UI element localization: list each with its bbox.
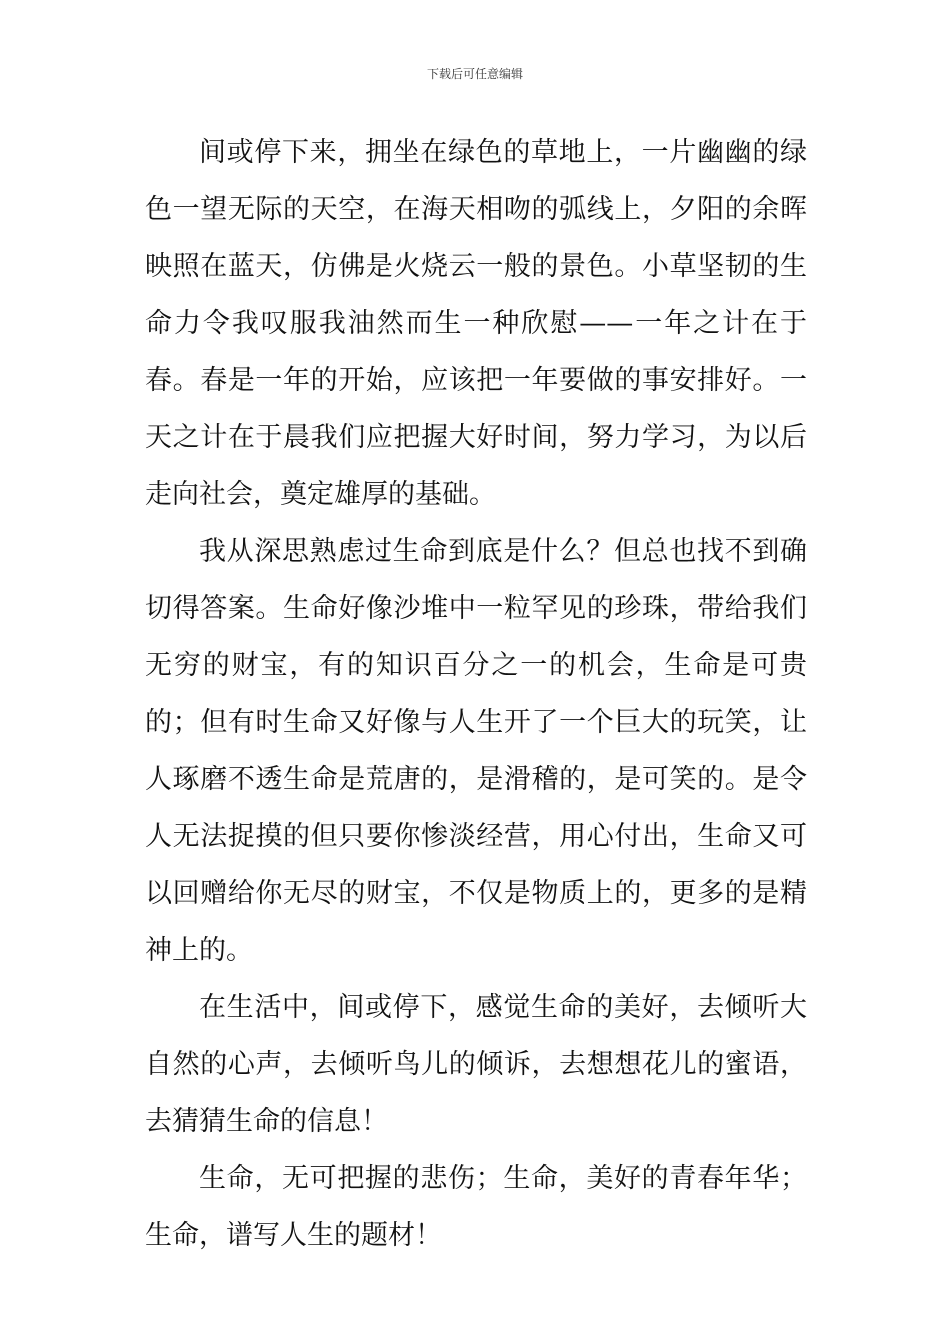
document-body — [145, 124, 807, 1264]
paragraph-2: 我从深思熟虑过生命到底是什么？但总也找不到确切得答案。生命好像沙堆中一粒罕见的珍珠，带给我们无穷的财宝，有的知识百分之一的机会，生命是可贵的；但有时生命又好像与人生开了一个巨大的玩笑，让人琢磨不透生命是荒唐的，是滑稽的，是可笑的。是令人无法捉摸的但只要你惨淡经营，用心付出，生命又可以回赠给你无尽的财宝，不仅是物质上的，更多的是精神上的。 — [145, 536, 807, 966]
paragraph-3: 在生活中，间或停下，感觉生命的美好，去倾听大自然的心声，去倾听鸟儿的倾诉，去想想花儿的蜜语，去猜猜生命的信息！ — [145, 992, 807, 1137]
paragraph-1: 间或停下来，拥坐在绿色的草地上，一片幽幽的绿色一望无际的天空，在海天相吻的弧线上，夕阳的余晖映照在蓝天，仿佛是火烧云一般的景色。小草坚韧的生命力令我叹服我油然而生一种欣慰——一年之计在于春。春是一年的开始，应该把一年要做的事安排好。一天之计在于晨我们应把握大好时间，努力学习，为以后走向社会，奠定雄厚的基础。 — [145, 137, 807, 510]
paragraph-4: 生命，无可把握的悲伤；生命，美好的青春年华；生命，谱写人生的题材！ — [145, 1163, 807, 1251]
page-header: 下载后可任意编辑 — [426, 67, 523, 81]
